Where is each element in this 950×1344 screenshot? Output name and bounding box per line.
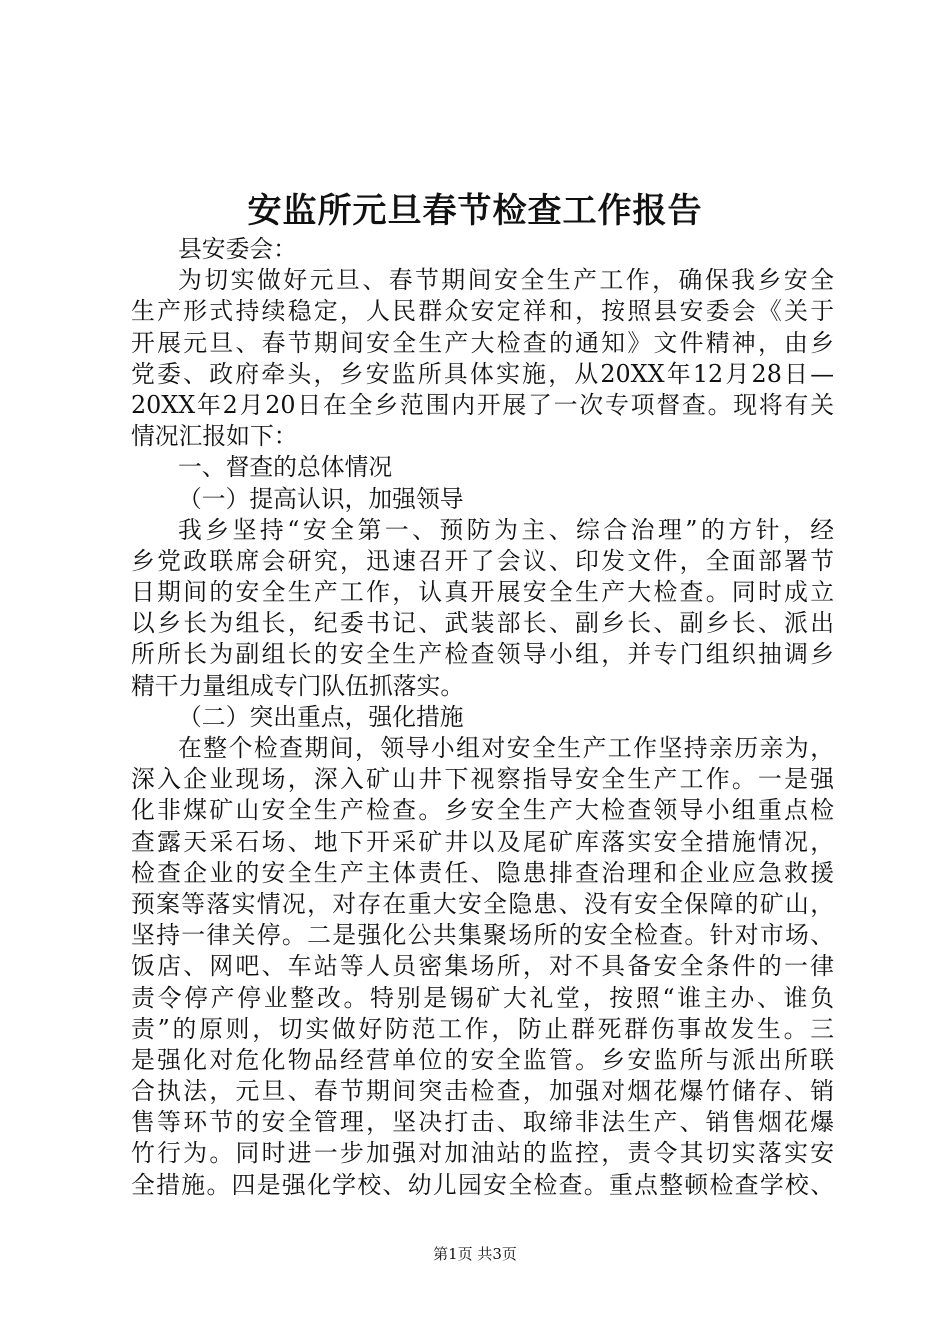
- text-line: 预案等落实情况，对存在重大安全隐患、没有安全保障的矿山，: [131, 889, 834, 918]
- text-line: 以乡长为组长，纪委书记、武装部长、副乡长、副乡长、派出: [131, 609, 834, 638]
- text-line: 精干力量组成专门队伍抓落实。: [131, 671, 465, 700]
- document-body: [131, 234, 834, 1201]
- text-line: （一）提高认识，加强领导: [178, 484, 464, 513]
- document-title: 安监所元旦春节检查工作报告: [247, 191, 703, 231]
- text-line: （二）突出重点，强化措施: [178, 702, 464, 731]
- text-line: 情况汇报如下：: [131, 422, 298, 451]
- text-line: 深入企业现场，深入矿山井下视察指导安全生产工作。一是强: [131, 765, 834, 794]
- text-line: 合执法，元旦、春节期间突击检查，加强对烟花爆竹储存、销: [131, 1077, 834, 1106]
- page-footer: 第1页 共3页: [433, 1245, 517, 1263]
- text-line: 所所长为副组长的安全生产检查领导小组，并专门组织抽调乡: [131, 640, 834, 669]
- text-line: 在整个检查期间，领导小组对安全生产工作坚持亲历亲为，: [178, 734, 834, 762]
- text-line: 一、督查的总体情况: [178, 453, 393, 482]
- text-line: 责”的原则，切实做好防范工作，防止群死群伤事故发生。三: [131, 1014, 834, 1043]
- text-line: 坚持一律关停。二是强化公共集聚场所的安全检查。针对市场、: [131, 921, 834, 950]
- text-line: 为切实做好元旦、春节期间安全生产工作，确保我乡安全: [178, 266, 834, 295]
- text-line: 生产形式持续稳定，人民群众安定祥和，按照县安委会《关于: [131, 297, 834, 326]
- text-line: 饭店、网吧、车站等人员密集场所，对不具备安全条件的一律: [131, 952, 834, 981]
- text-line: 全措施。四是强化学校、幼儿园安全检查。重点整顿检查学校、: [131, 1170, 834, 1199]
- text-line: 乡党政联席会研究，迅速召开了会议、印发文件，全面部署节: [131, 546, 834, 575]
- text-line: 我乡坚持“安全第一、预防为主、综合治理”的方针，经: [178, 515, 834, 544]
- text-line: 是强化对危化物品经营单位的安全监管。乡安监所与派出所联: [131, 1045, 834, 1074]
- text-line: 责令停产停业整改。特别是锡矿大礼堂，按照“谁主办、谁负: [131, 983, 834, 1012]
- text-line: 竹行为。同时进一步加强对加油站的监控，责令其切实落实安: [131, 1139, 834, 1168]
- text-line: 县安委会：: [178, 235, 297, 263]
- text-line: 党委、政府牵头，乡安监所具体实施，从20XX年12月28日—: [131, 359, 834, 388]
- text-line: 开展元旦、春节期间安全生产大检查的通知》文件精神，由乡: [131, 328, 834, 357]
- text-line: 化非煤矿山安全生产检查。乡安全生产大检查领导小组重点检: [131, 796, 834, 825]
- text-line: 查露天采石场、地下开采矿井以及尾矿库落实安全措施情况，: [131, 827, 834, 856]
- text-line: 日期间的安全生产工作，认真开展安全生产大检查。同时成立: [131, 578, 834, 607]
- text-line: 20XX年2月20日在全乡范围内开展了一次专项督查。现将有关: [131, 390, 834, 419]
- text-line: 检查企业的安全生产主体责任、隐患排查治理和企业应急救援: [131, 858, 834, 887]
- text-line: 售等环节的安全管理，坚决打击、取缔非法生产、销售烟花爆: [131, 1108, 834, 1137]
